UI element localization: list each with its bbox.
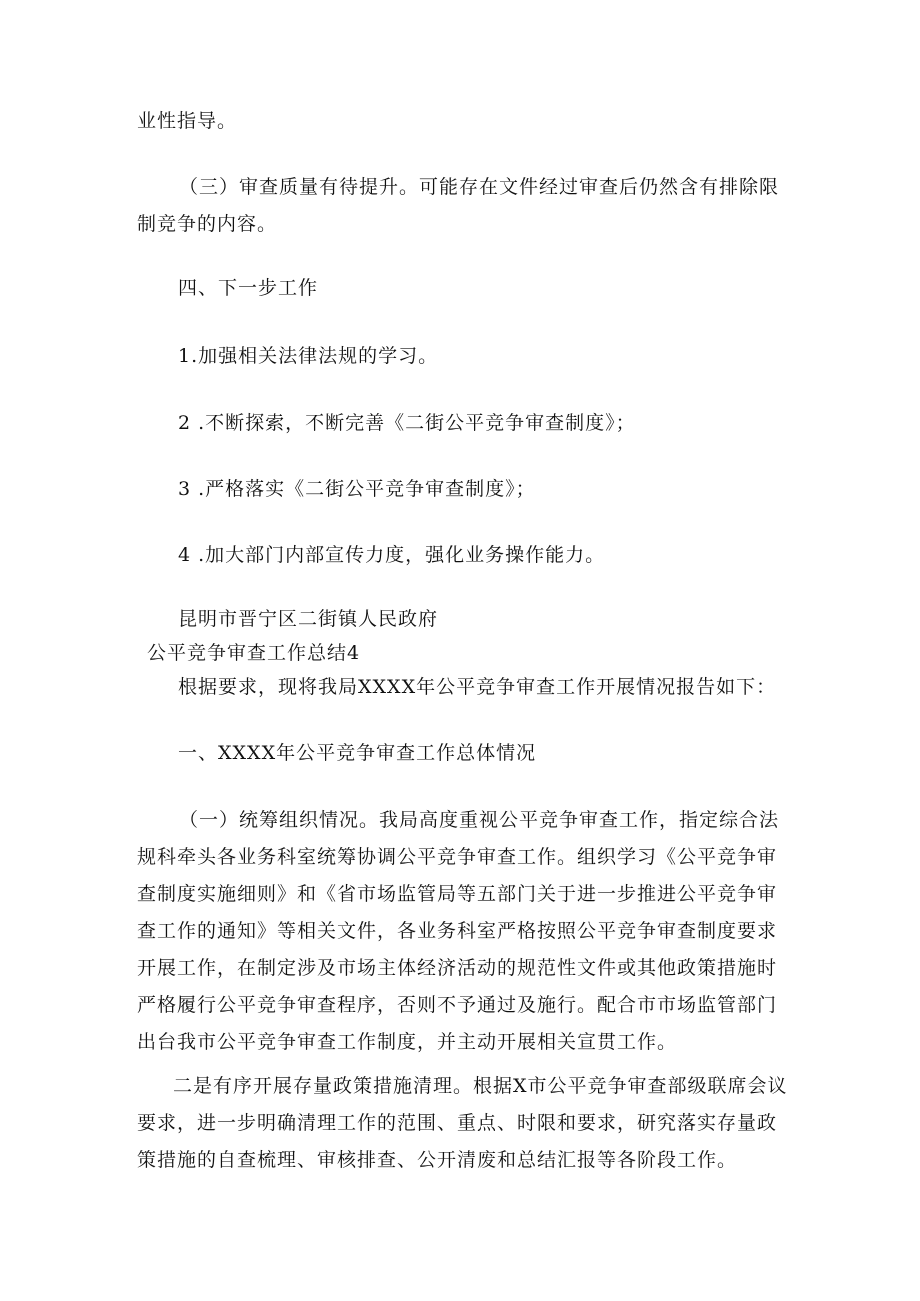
paragraph-cleanup	[137, 1068, 797, 1179]
paragraph-line: 开展工作，在制定涉及市场主体经济活动的规范性文件或其他政策措施时	[137, 957, 778, 979]
paragraph-end-text: 业性指导。	[137, 110, 238, 132]
list-item: 1.加强相关法律法规的学习。	[178, 345, 439, 367]
section-heading-overview: 一、XXXX年公平竞争审查工作总体情况	[178, 742, 537, 764]
paragraph-line: 查工作的通知》等相关文件，各业务科室严格按照公平竞争审查制度要求	[137, 920, 778, 942]
paragraph-review-quality	[137, 169, 797, 243]
paragraph-line: 制竞争的内容。	[137, 213, 278, 235]
paragraph-line: 二是有序开展存量政策措施清理。根据X市公平竞争审查部级联席会议	[173, 1075, 788, 1097]
paragraph-organization	[137, 802, 797, 1061]
paragraph-line: （一）统筹组织情况。我局高度重视公平竞争审查工作，指定综合法	[179, 809, 780, 831]
paragraph-line: 出台我市公平竞争审查工作制度，并主动开展相关宣贯工作。	[137, 1031, 678, 1053]
paragraph-line: （三）审查质量有待提升。可能存在文件经过审查后仍然含有排除限	[179, 176, 780, 198]
section-title: 公平竞争审查工作总结4	[147, 642, 361, 664]
paragraph-line: 策措施的自查梳理、审核排查、公开清废和总结汇报等各阶段工作。	[137, 1149, 738, 1171]
paragraph-line: 查制度实施细则》和《省市场监管局等五部门关于进一步推进公平竞争审	[137, 883, 778, 905]
list-item: 3 .严格落实《二街公平竞争审查制度》；	[178, 478, 536, 500]
section-heading-next-steps: 四、下一步工作	[178, 277, 319, 299]
paragraph-line: 规科牵头各业务科室统筹协调公平竞争审查工作。组织学习《公平竞争审	[137, 846, 778, 868]
intro-paragraph: 根据要求，现将我局XXXX年公平竞争审查工作开展情况报告如下：	[178, 676, 777, 698]
paragraph-line: 严格履行公平竞争审查程序，否则不予通过及施行。配合市市场监管部门	[137, 994, 778, 1016]
signature-text: 昆明市晋宁区二街镇人民政府	[178, 608, 439, 630]
list-item: 4 .加大部门内部宣传力度，强化业务操作能力。	[178, 544, 606, 566]
list-item: 2 .不断探索，不断完善《二街公平竞争审查制度》；	[178, 412, 636, 434]
paragraph-line: 要求，进一步明确清理工作的范围、重点、时限和要求，研究落实存量政	[137, 1112, 778, 1134]
